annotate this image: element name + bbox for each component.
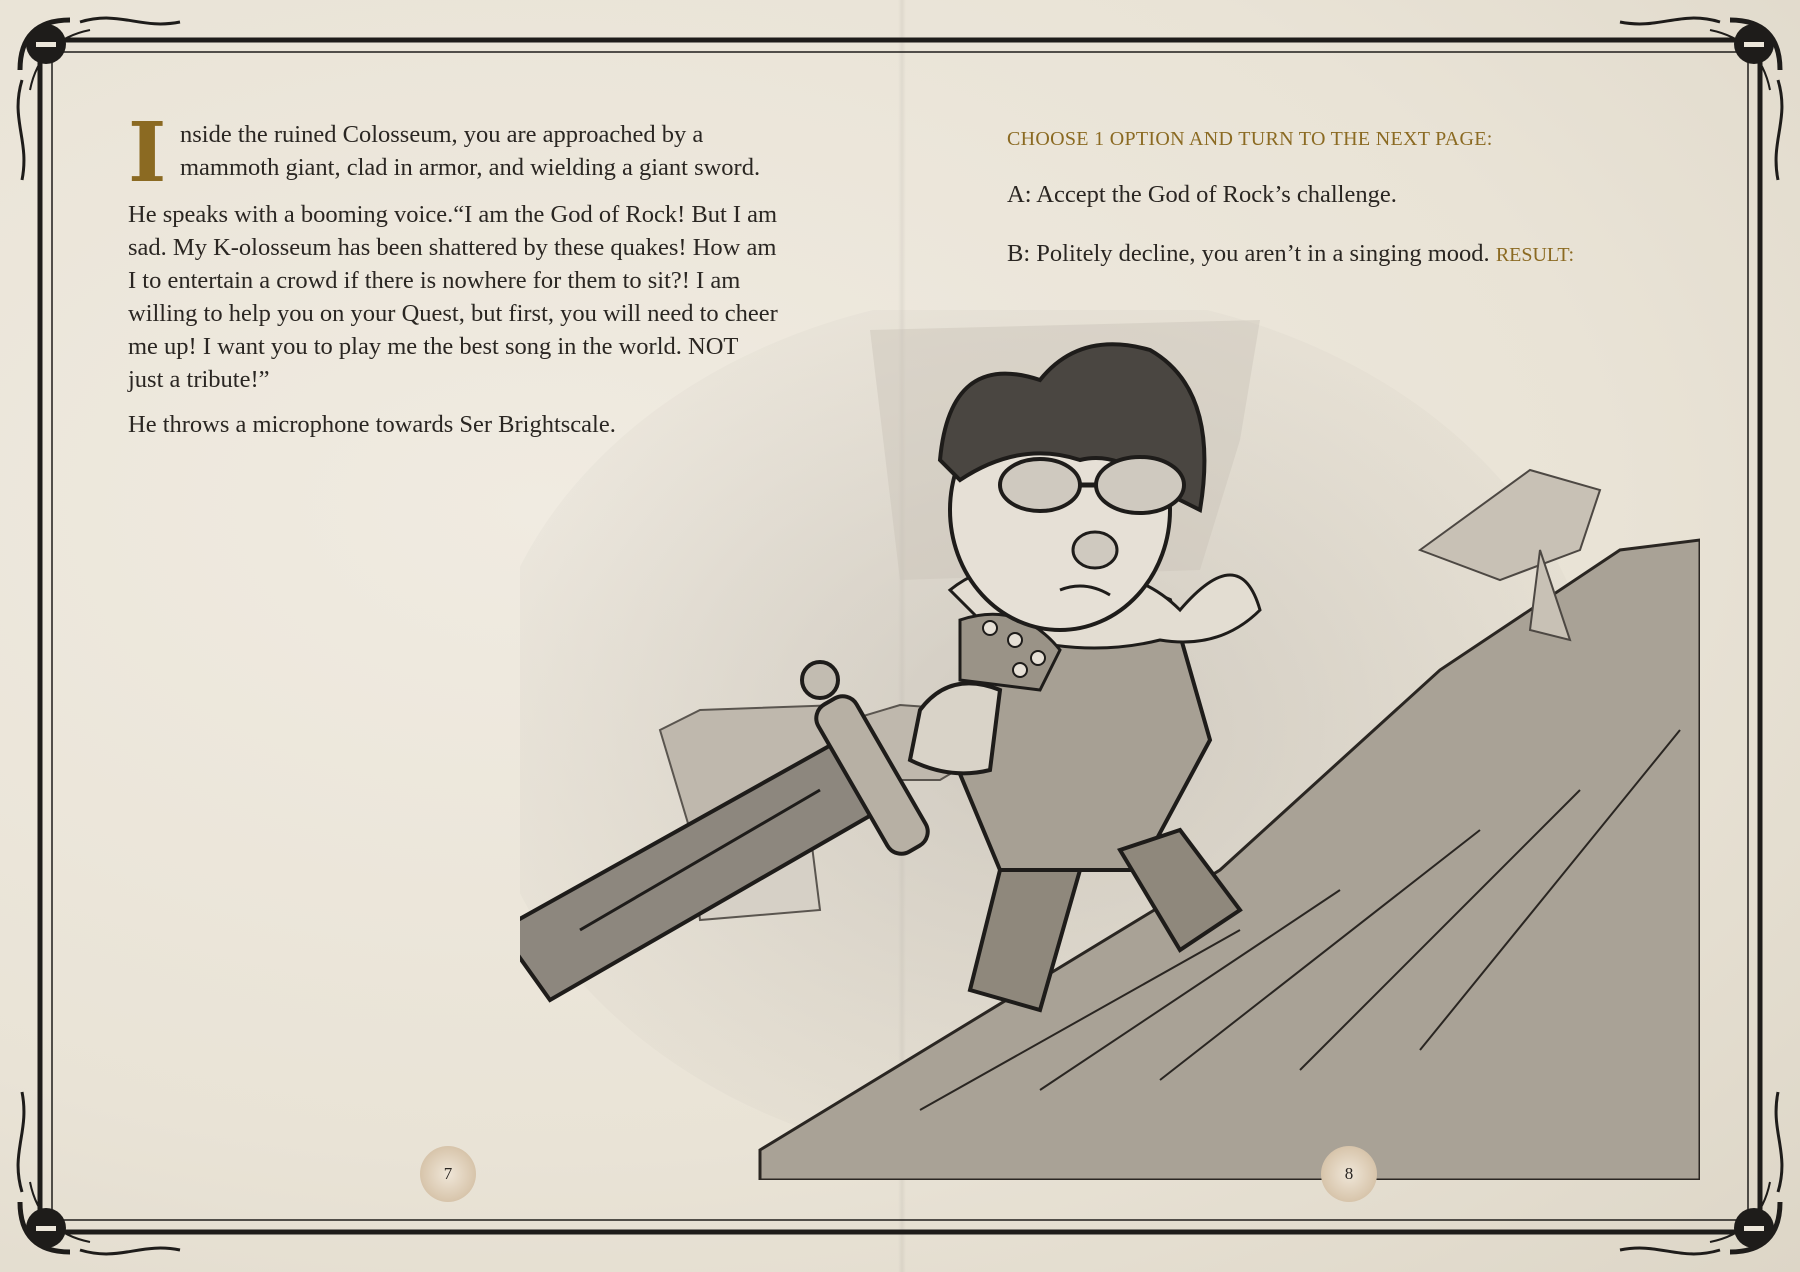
option-b — [1007, 239, 1687, 270]
page-number-right — [1321, 1146, 1377, 1202]
page-number-left — [420, 1146, 476, 1202]
option-b-text: B: Politely decline, you aren’t in a singing mood. — [1007, 240, 1490, 267]
armored-giant-with-sword-illustration — [520, 310, 1700, 1180]
result-label: RESULT: — [1495, 244, 1575, 266]
microphone-paragraph: He throws a microphone towards Ser Brightscale. — [128, 411, 616, 438]
right-page-choices — [1007, 124, 1687, 299]
intro-paragraph — [128, 105, 778, 201]
option-a: A: Accept the God of Rock’s challenge. — [1007, 181, 1397, 208]
choose-instruction: CHOOSE 1 OPTION AND TURN TO THE NEXT PAGE: — [1007, 128, 1493, 150]
intro-paragraph-text: nside the ruined Colosseum, you are approached by a mammoth giant, clad in armor, and wielding a giant sword. — [180, 121, 761, 181]
page-number-right-text: 8 — [1344, 1164, 1354, 1183]
drop-cap: I — [128, 105, 167, 201]
god-of-rock-speech: He speaks with a booming voice.“I am the God of Rock! But I am sad. My K-olosseum has been shattered by these quakes! How am I to entertain a crowd if there is nowhere for them to sit?! I am willing to help you on your Quest, but first, you will need to cheer me up! I want you to play me the best song in the world. NOT just a tribute!” — [128, 201, 778, 393]
page-number-left-text: 7 — [443, 1164, 453, 1183]
